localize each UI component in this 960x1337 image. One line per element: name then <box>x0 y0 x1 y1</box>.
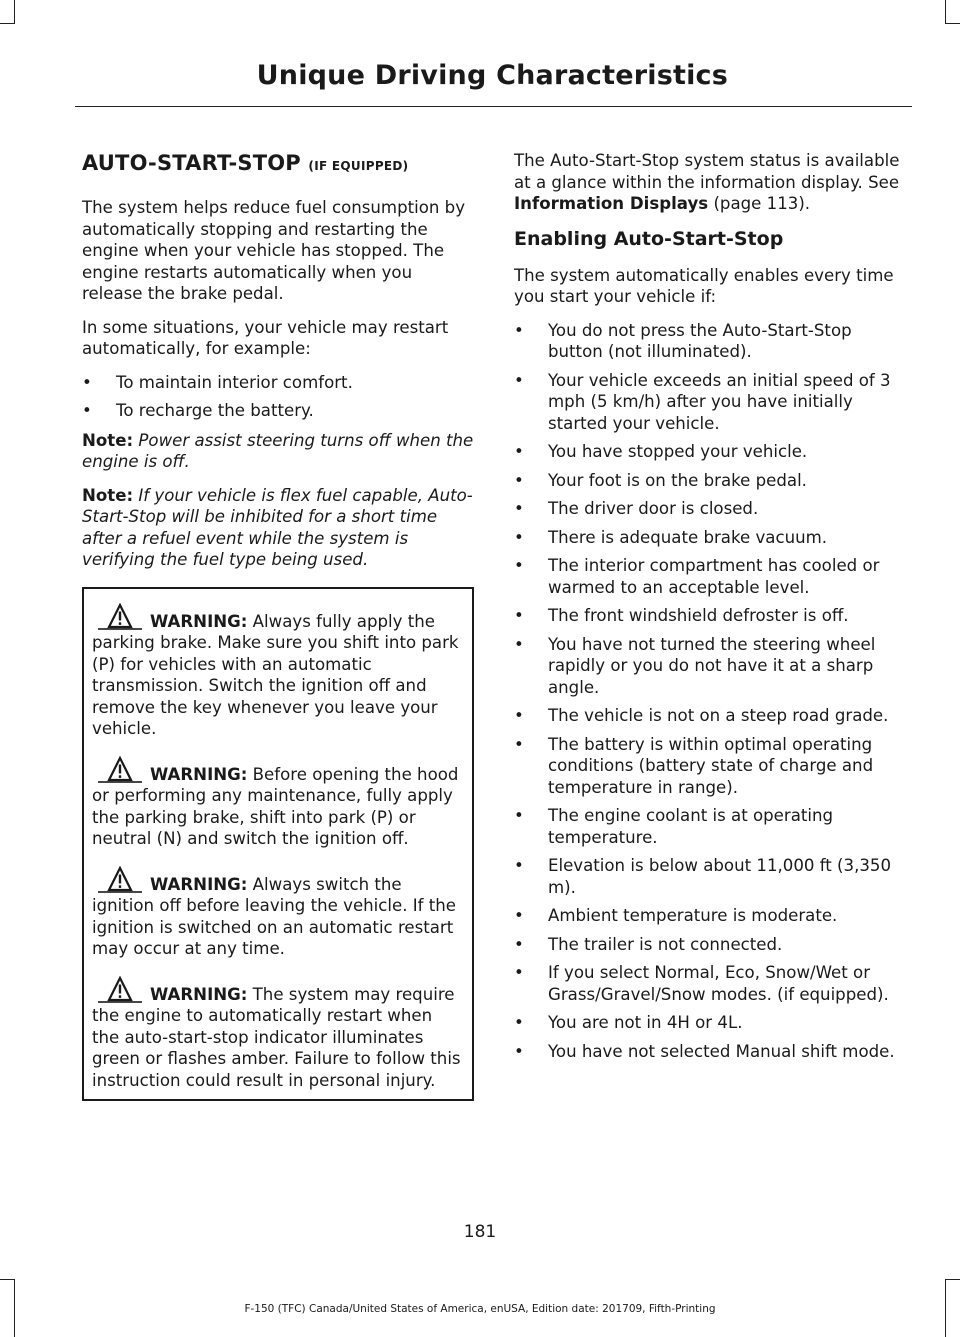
status-paragraph <box>514 150 906 215</box>
list-item-text: You do not press the Auto-Start-Stop button (not illuminated). <box>548 320 852 361</box>
warning-text: Always switch the ignition off before leaving the vehicle. If the ignition is switched on an automatic restart may occur at any time. <box>92 874 457 958</box>
warning <box>92 603 464 740</box>
subheading: Enabling Auto-Start-Stop <box>514 227 784 250</box>
warning <box>92 756 464 850</box>
right-column <box>514 150 906 1070</box>
bullet: • <box>514 527 524 547</box>
warning-label: WARNING: <box>150 984 248 1004</box>
information-displays-link[interactable]: Information Displays <box>514 194 709 213</box>
warning-triangle-icon <box>94 756 146 784</box>
warning-text: The system may require the engine to automatically restart when the auto-start-stop indicator illuminates green or flashes amber. Failure to follow this instruction could result in personal injury. <box>92 984 461 1090</box>
bullet: • <box>514 556 524 575</box>
bullet: • <box>514 906 524 925</box>
list-item-text: Your foot is on the brake pedal. <box>548 470 807 490</box>
list-item-text: You have stopped your vehicle. <box>548 442 808 461</box>
note-text: If your vehicle is flex fuel capable, Auto-Start-Stop will be inhibited for a short time after a refuel event while the system is verifying the fuel type being used. <box>82 485 473 569</box>
warning-label: WARNING: <box>150 764 248 784</box>
bullet: • <box>514 806 524 825</box>
bullet: • <box>514 1041 524 1061</box>
note-label: Note: <box>82 430 134 450</box>
list-item <box>514 470 906 492</box>
bullet: • <box>514 499 524 518</box>
crop-mark <box>945 0 946 24</box>
list-item <box>514 1012 906 1034</box>
bullet: • <box>82 372 92 392</box>
list-item <box>514 905 906 927</box>
warning <box>92 976 464 1092</box>
list-item <box>514 320 906 363</box>
bullet: • <box>514 734 524 754</box>
note <box>82 430 474 473</box>
list-item <box>514 705 906 727</box>
enable-intro: The system automatically enables every time you start your vehicle if: <box>514 265 894 306</box>
list-item <box>514 555 906 598</box>
list-item-text: Your vehicle exceeds an initial speed of 3 mph (5 km/h) after you have initially started your vehicle. <box>548 370 891 433</box>
warning <box>92 866 464 960</box>
list-item <box>82 372 474 394</box>
list-item-text: The engine coolant is at operating temperature. <box>548 806 834 847</box>
list-item <box>514 441 906 463</box>
list-item <box>514 605 906 627</box>
list-item-text: There is adequate brake vacuum. <box>548 527 828 547</box>
list-item <box>514 370 906 435</box>
bullet: • <box>514 442 524 461</box>
list-item-text: To maintain interior comfort. <box>116 372 353 392</box>
bullet: • <box>514 470 524 490</box>
list-item-text: The trailer is not connected. <box>548 934 783 954</box>
status-page-ref: (page 113). <box>708 194 811 213</box>
status-text: The Auto-Start-Stop system status is available at a glance within the information display. See <box>514 151 900 192</box>
page-number: 181 <box>463 1222 497 1242</box>
left-column <box>82 150 474 1101</box>
bullet: • <box>514 934 524 954</box>
bullet: • <box>514 606 524 625</box>
section-qualifier: (IF EQUIPPED) <box>308 159 409 173</box>
list-item-text: If you select Normal, Eco, Snow/Wet or Grass/Gravel/Snow modes. (if equipped). <box>548 963 889 1004</box>
list-item-text: Ambient temperature is moderate. <box>548 906 838 925</box>
bullet: • <box>514 856 524 875</box>
list-item <box>514 498 906 520</box>
list-item-text: The interior compartment has cooled or warmed to an acceptable level. <box>548 556 880 597</box>
crop-mark <box>0 1279 15 1280</box>
bullet: • <box>514 1013 524 1032</box>
restart-list <box>82 372 474 422</box>
edition-footer: F-150 (TFC) Canada/United States of America, enUSA, Edition date: 201709, Fifth-Printing <box>244 1303 716 1315</box>
crop-mark <box>945 1279 960 1280</box>
warning-box <box>82 587 474 1102</box>
list-item-text: You have not selected Manual shift mode. <box>548 1041 895 1061</box>
warning-triangle-icon <box>94 603 146 631</box>
intro-paragraph: The system helps reduce fuel consumption by automatically stopping and restarting the engine when your vehicle has stopped. The engine restarts automatically when you release the brake pedal. <box>82 198 466 303</box>
bullet: • <box>514 963 524 982</box>
list-item-text: The vehicle is not on a steep road grade. <box>548 706 889 725</box>
note-text: Power assist steering turns off when the engine is off. <box>82 430 474 471</box>
list-item <box>514 1041 906 1063</box>
list-item-text: Elevation is below about 11,000 ft (3,350 m). <box>548 856 892 897</box>
list-item <box>514 934 906 956</box>
list-item <box>82 400 474 422</box>
crop-mark <box>0 23 15 24</box>
note <box>82 485 474 571</box>
bullet: • <box>514 634 524 654</box>
section-title <box>82 150 474 179</box>
situations-paragraph: In some situations, your vehicle may restart automatically, for example: <box>82 317 449 358</box>
warning-label: WARNING: <box>150 611 248 631</box>
bullet: • <box>514 706 524 725</box>
warning-triangle-icon <box>94 976 146 1004</box>
header-divider <box>75 106 912 107</box>
crop-mark <box>14 0 15 24</box>
list-item-text: The front windshield defroster is off. <box>548 606 849 625</box>
list-item-text: To recharge the battery. <box>116 401 314 420</box>
page-header-title: Unique Driving Characteristics <box>256 60 728 91</box>
list-item <box>514 805 906 848</box>
list-item-text: The battery is within optimal operating conditions (battery state of charge and temperature in range). <box>548 734 874 797</box>
warning-text: Always fully apply the parking brake. Make sure you shift into park (P) for vehicles with an automatic transmission. Switch the ignition off and remove the key whenever you leave your vehicle. <box>92 611 459 738</box>
list-item <box>514 527 906 549</box>
warning-text: Before opening the hood or performing any maintenance, fully apply the parking brake, shift into park (P) or neutral (N) and switch the ignition off. <box>92 764 459 848</box>
warning-triangle-icon <box>94 866 146 894</box>
list-item-text: You have not turned the steering wheel rapidly or you do not have it at a sharp angle. <box>548 634 876 697</box>
section-title-text: AUTO-START-STOP <box>82 151 301 175</box>
list-item-text: You are not in 4H or 4L. <box>548 1013 743 1032</box>
bullet: • <box>514 320 524 340</box>
list-item-text: The driver door is closed. <box>548 499 759 518</box>
list-item <box>514 855 906 898</box>
conditions-list <box>514 320 906 1063</box>
list-item <box>514 962 906 1005</box>
note-label: Note: <box>82 485 134 505</box>
bullet: • <box>82 401 92 420</box>
warning-label: WARNING: <box>150 874 248 894</box>
list-item <box>514 734 906 799</box>
crop-mark <box>945 23 960 24</box>
bullet: • <box>514 370 524 390</box>
list-item <box>514 634 906 699</box>
